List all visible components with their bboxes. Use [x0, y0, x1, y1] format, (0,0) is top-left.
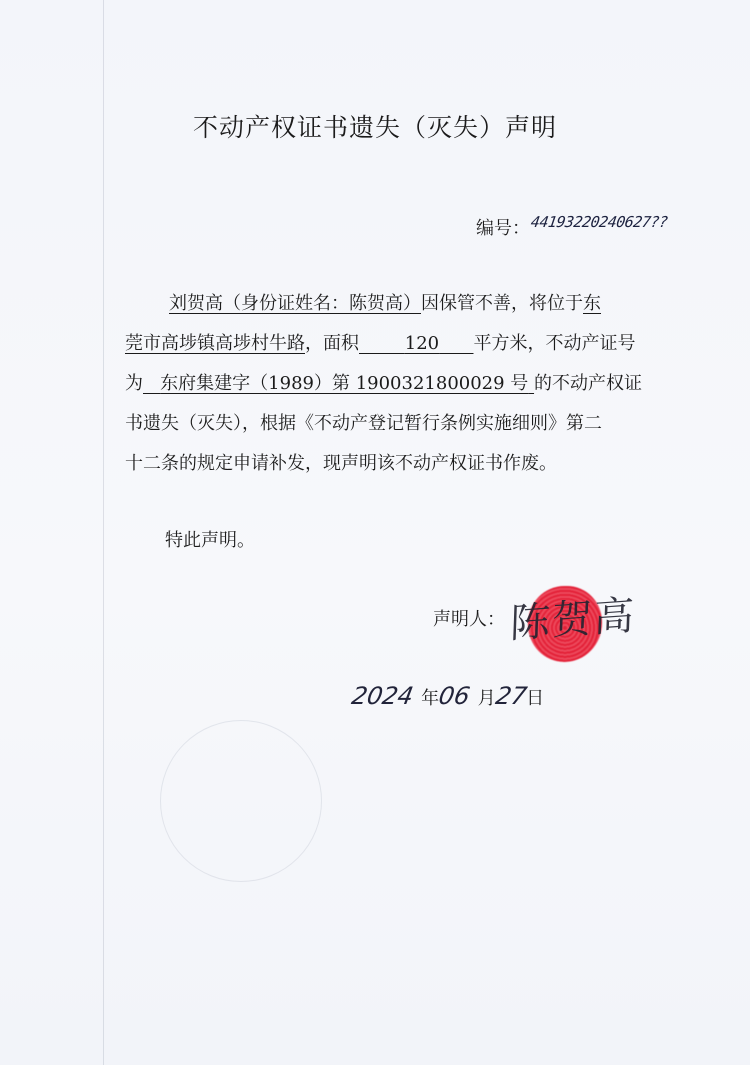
area-value: 120: [404, 333, 440, 354]
date-year-unit: 年: [421, 688, 440, 709]
scan-fold-line: [103, 0, 104, 1065]
document-number-label: 编号：: [476, 218, 530, 239]
address: 莞市高埗镇高埗村牛路: [125, 333, 305, 354]
body-line-3: [125, 364, 665, 404]
date-day-unit: 日: [526, 688, 545, 709]
owner-name: 刘贺高（身份证姓名：陈贺高）: [169, 293, 421, 314]
body-text: 平方米，不动产证号: [473, 333, 636, 354]
body-line-5: 十二条的规定申请补发，现声明该不动产权证书作废。: [125, 453, 557, 474]
signature-date: [349, 682, 545, 710]
document-number-handwritten: 44193220240627??: [529, 213, 669, 231]
date-day: 27: [493, 682, 529, 710]
handwritten-signature: 陈贺高: [509, 592, 637, 648]
body-text: 因保管不善，将位于: [421, 293, 583, 314]
certificate-number: 东府集建字（1989）第 1900321800029 号: [160, 373, 529, 394]
date-month: 06: [436, 682, 473, 710]
body-text: ，面积: [305, 333, 359, 354]
body-line-1: [125, 284, 665, 324]
declarant-label: 声明人：: [433, 609, 505, 630]
document-title: 不动产权证书遗失（灭失）声明: [192, 113, 557, 142]
body-text: 的不动产权证: [534, 373, 643, 394]
body-line-2: [125, 324, 665, 364]
faint-stamp-outline: [160, 720, 322, 882]
declaration-body: [125, 284, 665, 484]
address-start: 东: [583, 293, 601, 314]
body-text: 为: [125, 373, 143, 394]
date-month-unit: 月: [477, 688, 496, 709]
body-line-4: 书遗失（灭失），根据《不动产登记暂行条例实施细则》第二: [125, 413, 602, 434]
date-year: 2024: [349, 682, 416, 710]
closing-statement: 特此声明。: [165, 530, 255, 551]
